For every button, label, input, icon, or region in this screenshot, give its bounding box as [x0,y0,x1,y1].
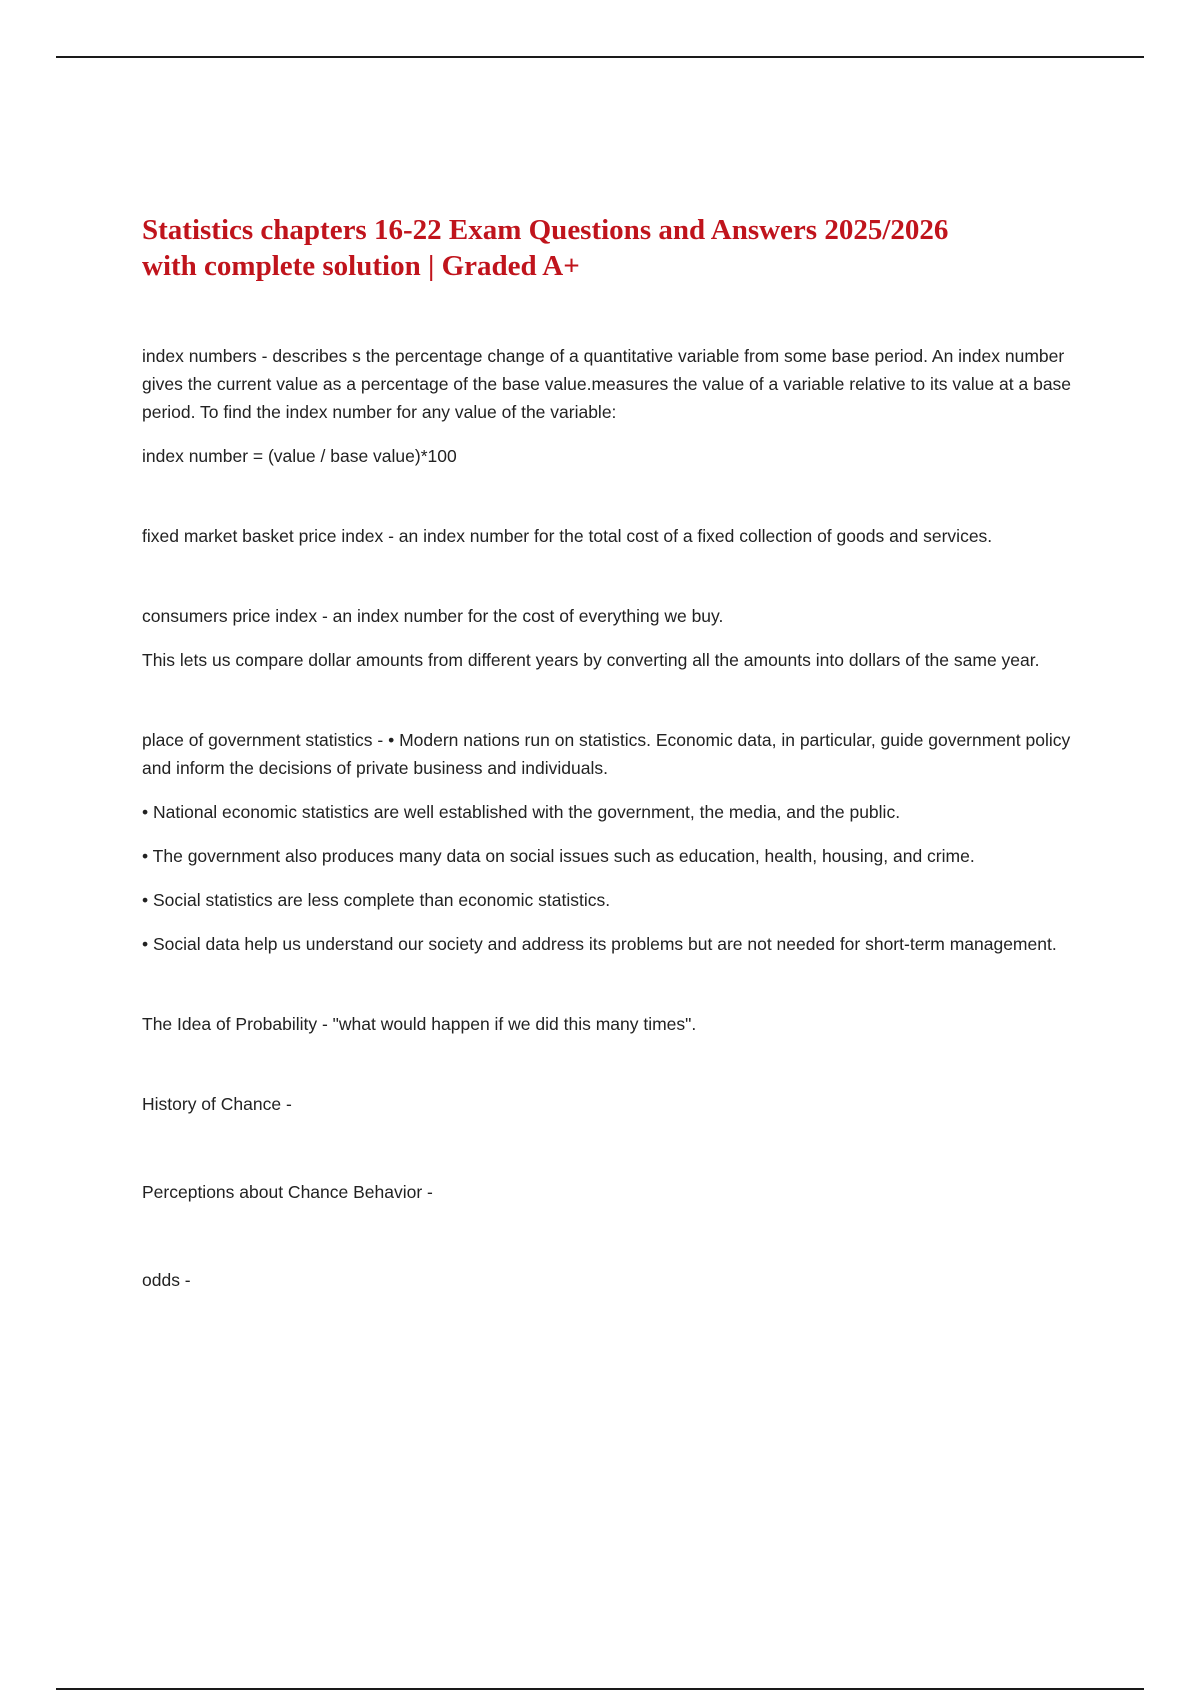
entry-text: fixed market basket price index - an index number for the total cost of a fixed collection of goods and services. [142,526,993,546]
entry-bullet: • Social statistics are less complete than economic statistics. [142,890,611,910]
entry-fixed-market-basket [142,522,1072,550]
bottom-divider [56,1688,1144,1690]
entry-text: Perceptions about Chance Behavior - [142,1182,433,1202]
entry-text: The Idea of Probability - "what would happen if we did this many times". [142,1014,697,1034]
entry-text: consumers price index - an index number for the cost of everything we buy. [142,606,724,626]
entry-odds [142,1266,1072,1294]
entry-bullet: • The government also produces many data on social issues such as education, health, housing, and crime. [142,846,975,866]
title-line-1: Statistics chapters 16-22 Exam Questions and Answers 2025/2026 [142,214,949,246]
entry-text: place of government statistics - • Modern nations run on statistics. Economic data, in particular, guide government policy and inform the decisions of private business and individuals. [142,730,1071,778]
document-title [142,212,1072,284]
entry-consumers-price-index [142,602,1072,674]
entry-text: This lets us compare dollar amounts from different years by converting all the amounts into dollars of the same year. [142,650,1040,670]
entry-formula: index number = (value / base value)*100 [142,446,457,466]
entry-text: odds - [142,1270,191,1290]
entry-text: History of Chance - [142,1094,292,1114]
entry-idea-of-probability [142,1010,1072,1038]
entry-bullet: • Social data help us understand our society and address its problems but are not needed for short-term management. [142,934,1057,954]
entry-history-of-chance [142,1090,1072,1118]
title-line-2: with complete solution | Graded A+ [142,250,580,282]
entry-text: index numbers - describes s the percentage change of a quantitative variable from some base period. An index number gives the current value as a percentage of the base value.measures the value of a variable relative to its value at a base period. To find the index number for any value of the variable: [142,346,1072,422]
document-body [142,212,1072,1354]
entries-list [142,342,1072,1294]
entry-perceptions-chance [142,1178,1072,1206]
entry-government-statistics [142,726,1072,958]
entry-index-numbers [142,342,1072,470]
entry-bullet: • National economic statistics are well established with the government, the media, and the public. [142,802,901,822]
top-divider [56,56,1144,58]
